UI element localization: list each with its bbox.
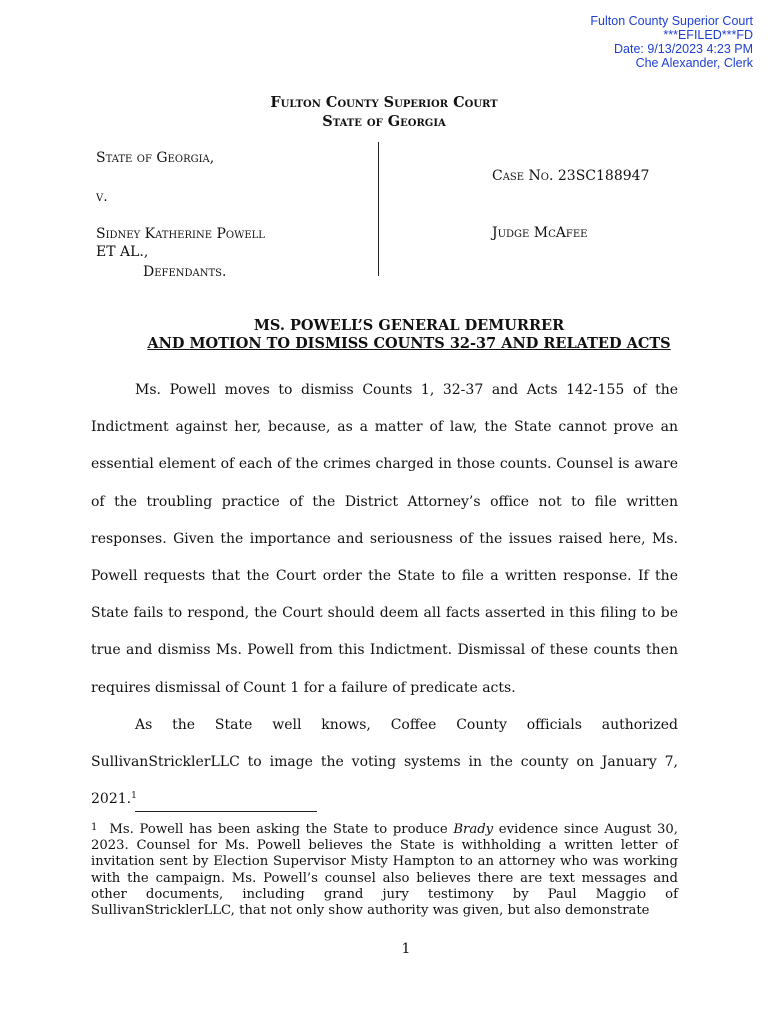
court-name: Fulton County Superior Court	[270, 94, 498, 111]
footnote-separator	[135, 811, 317, 812]
case-number: Case No. 23SC188947	[492, 168, 650, 184]
judge-name: Judge McAfee	[492, 225, 588, 241]
body-paragraph-1: Ms. Powell moves to dismiss Counts 1, 32-37 and Acts 142-155 of the Indictment against her, because, as a matter of law, the State cannot prove an essential element of each of the crimes charged in those counts. Counsel is aware of the troubling practice of the District Attorney’s office not to file written responses. Given the importance and seriousness of the issues raised here, Ms. Powell requests that the Court order the State to file a written response. If the State fails to respond, the Court should deem all facts asserted in this filing to be true and dismiss Ms. Powell from this Indictment. Dismissal of these counts then requires dismissal of Count 1 for a failure of predicate acts.	[91, 382, 678, 696]
motion-title-line-2: AND MOTION TO DISMISS COUNTS 32-37 AND RELATED ACTS	[147, 335, 671, 352]
motion-body	[91, 372, 678, 818]
footnote-italic-term: Brady	[453, 822, 494, 837]
caption-divider	[378, 142, 379, 276]
plaintiff: State of Georgia,	[96, 150, 215, 166]
defendant-et-al: ET AL.,	[96, 244, 149, 260]
versus: v.	[96, 189, 108, 205]
efile-court: Fulton County Superior Court	[590, 14, 753, 28]
court-heading	[0, 93, 768, 131]
body-paragraph-2	[91, 707, 678, 819]
footnote-text-start: Ms. Powell has been asking the State to produce	[109, 822, 454, 837]
footnote	[91, 820, 678, 919]
efile-status: ***EFILED***FD	[663, 28, 753, 42]
motion-title-line-1: MS. POWELL’S GENERAL DEMURRER	[253, 317, 565, 334]
body-paragraph-2-text: As the State well knows, Coffee County officials authorized SullivanStricklerLLC to image the voting systems in the county on January 7, 2021.	[91, 716, 678, 808]
footnote-text-rest: evidence since August 30, 2023. Counsel for Ms. Powell believes the State is withholding a written letter of invitation sent by Election Supervisor Misty Hampton to an attorney who was working with the campaign. Ms. Powell’s counsel also believes there are text messages and other documents, including grand jury testimony by Paul Maggio of SullivanStricklerLLC, that not only show authority was given, but also demonstrate	[91, 822, 678, 919]
court-state: State of Georgia	[322, 113, 446, 130]
page-number: 1	[401, 941, 411, 957]
defendants-label: Defendants.	[143, 264, 227, 280]
efile-date: Date: 9/13/2023 4:23 PM	[614, 42, 753, 56]
efile-stamp	[590, 14, 753, 70]
footnote-number: 1	[91, 822, 98, 833]
efile-clerk: Che Alexander, Clerk	[635, 56, 753, 70]
footnote-reference[interactable]: 1	[131, 791, 137, 802]
motion-title	[0, 317, 768, 353]
defendant-name: Sidney Katherine Powell	[96, 226, 265, 242]
footnote-paragraph	[91, 820, 678, 919]
